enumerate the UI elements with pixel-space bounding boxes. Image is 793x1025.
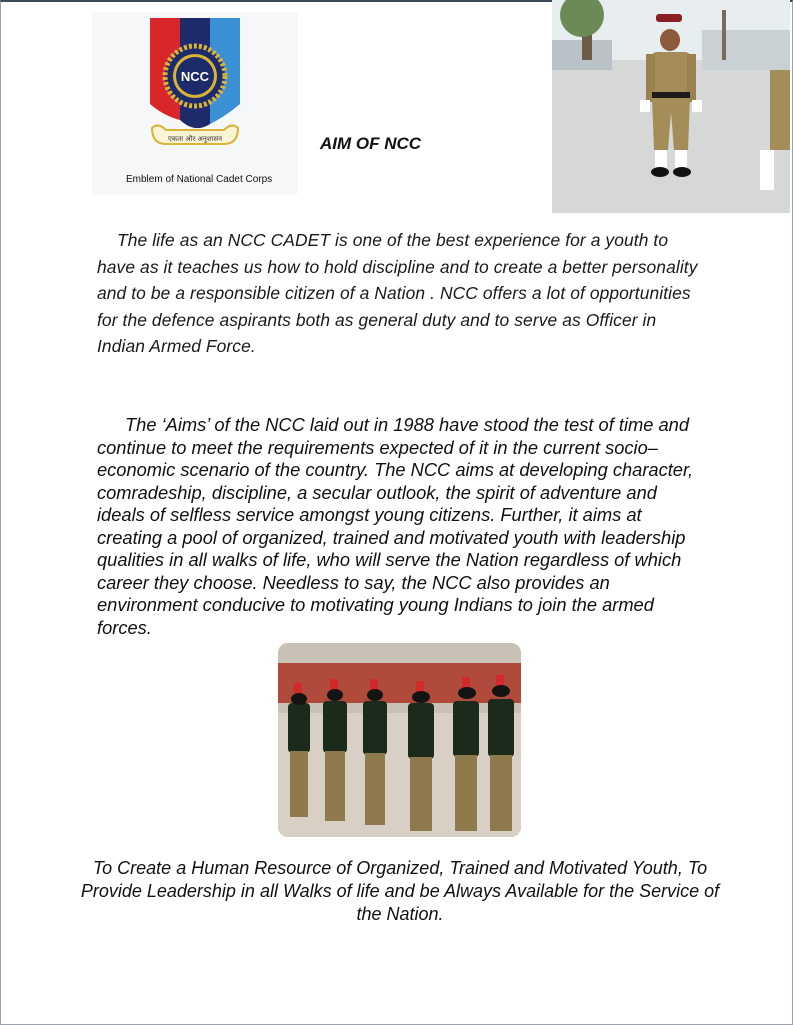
aims-paragraph: The ‘Aims’ of the NCC laid out in 1988 have stood the test of time and continue to meet the requirements expected of it in the current socio–economic scenario of the country. The NCC aims at developing character, comradeship, discipline, a secular outlook, the spirit of adventure and ideals of selfless service amongst young citizens. Further, it aims at creating a pool of organized, trained and motivated youth with leadership qualities in all walks of life, who will serve the Nation regardless of which career they choose. Needless to say, the NCC also provides an environment conducive to motivating young Indians to join the armed forces. — [97, 414, 694, 638]
cadet-photo — [552, 0, 790, 213]
page-title: AIM OF NCC — [320, 134, 422, 153]
closing-statement: To Create a Human Resource of Organized, Trained and Motivated Youth, To Provide Leadership in all Walks of life and be Always Available for the Service of the Nation. — [80, 858, 720, 924]
ncc-emblem-icon — [92, 12, 298, 172]
emblem-motto: एकता और अनुशासन — [168, 135, 222, 143]
ncc-emblem-figure — [92, 12, 298, 194]
emblem-text: NCC — [180, 69, 210, 84]
parade-photo-image — [278, 643, 521, 837]
parade-photo — [278, 643, 521, 837]
intro-paragraph: The life as an NCC CADET is one of the best experience for a youth to have as it teaches us how to hold discipline and to create a better personality and to be a responsible citizen of a Nation . NCC offers a lot of opportunities for the defence aspirants both as general duty and to serve as Officer in Indian Armed Force. — [97, 230, 698, 357]
cadet-photo-image — [552, 0, 790, 213]
emblem-caption: Emblem of National Cadet Corps — [126, 174, 273, 185]
